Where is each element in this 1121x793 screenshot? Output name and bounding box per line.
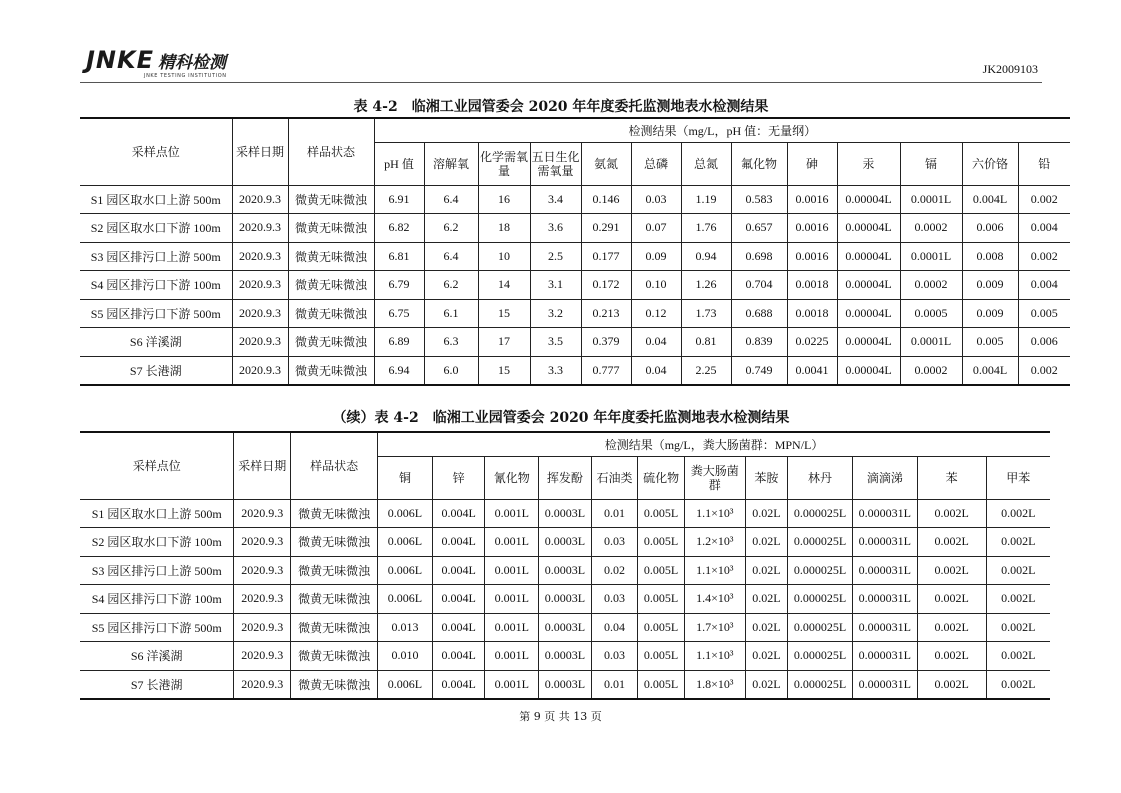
value-cell: 0.0003L — [539, 556, 592, 585]
value-cell: 0.02L — [745, 556, 788, 585]
value-cell: 0.002L — [917, 528, 986, 557]
value-cell: 0.0018 — [787, 271, 837, 300]
value-cell: 0.004L — [432, 670, 485, 699]
value-cell: 0.000031L — [852, 528, 917, 557]
value-cell: 6.1 — [424, 299, 478, 328]
value-cell: 1.1×10³ — [684, 556, 745, 585]
value-cell: 0.04 — [631, 356, 681, 385]
value-cell: 0.002L — [917, 642, 986, 671]
table-row — [80, 556, 1050, 585]
value-cell: 0.03 — [591, 642, 638, 671]
param-header: 石油类 — [591, 456, 638, 499]
value-cell: 0.000031L — [852, 556, 917, 585]
state-cell: 微黄无味微浊 — [291, 585, 378, 614]
value-cell: 0.02L — [745, 670, 788, 699]
value-cell: 6.2 — [424, 214, 478, 243]
value-cell: 0.12 — [631, 299, 681, 328]
value-cell: 0.004 — [1018, 214, 1070, 243]
param-header: pH 值 — [374, 142, 424, 185]
state-cell: 微黄无味微浊 — [288, 214, 374, 243]
value-cell: 0.00004L — [837, 242, 900, 271]
value-cell: 0.002L — [986, 556, 1050, 585]
value-cell: 0.777 — [581, 356, 631, 385]
header-results-group: 检测结果（mg/L，粪大肠菌群：MPN/L） — [378, 432, 1050, 456]
value-cell: 0.005L — [638, 642, 685, 671]
value-cell: 0.000025L — [788, 556, 853, 585]
value-cell: 0.008 — [962, 242, 1018, 271]
param-header: 铜 — [378, 456, 433, 499]
param-header: 硫化物 — [638, 456, 685, 499]
value-cell: 0.0002 — [900, 356, 962, 385]
value-cell: 0.005L — [638, 556, 685, 585]
value-cell: 0.01 — [591, 499, 638, 528]
value-cell: 0.006 — [1018, 328, 1070, 357]
value-cell: 6.89 — [374, 328, 424, 357]
value-cell: 0.0005 — [900, 299, 962, 328]
value-cell: 0.000031L — [852, 585, 917, 614]
header-results-group: 检测结果（mg/L，pH 值：无量纲） — [374, 118, 1070, 142]
value-cell: 0.004 — [1018, 271, 1070, 300]
value-cell: 1.73 — [681, 299, 731, 328]
state-cell: 微黄无味微浊 — [291, 556, 378, 585]
value-cell: 0.0003L — [539, 670, 592, 699]
value-cell: 3.6 — [530, 214, 581, 243]
param-header: 六价铬 — [962, 142, 1018, 185]
value-cell: 0.0016 — [787, 242, 837, 271]
site-cell: S6 洋溪湖 — [80, 328, 232, 357]
value-cell: 0.001L — [485, 499, 539, 528]
date-cell: 2020.9.3 — [232, 299, 288, 328]
page-number: 第 9 页 共 13 页 — [519, 710, 602, 723]
value-cell: 0.0003L — [539, 528, 592, 557]
value-cell: 0.005L — [638, 528, 685, 557]
value-cell: 10 — [478, 242, 530, 271]
value-cell: 0.02 — [591, 556, 638, 585]
value-cell: 0.02L — [745, 642, 788, 671]
value-cell: 0.013 — [378, 613, 433, 642]
value-cell: 0.000025L — [788, 642, 853, 671]
value-cell: 0.006 — [962, 214, 1018, 243]
state-cell: 微黄无味微浊 — [288, 271, 374, 300]
value-cell: 1.2×10³ — [684, 528, 745, 557]
header-date: 采样日期 — [232, 118, 288, 185]
value-cell: 0.177 — [581, 242, 631, 271]
value-cell: 0.146 — [581, 185, 631, 214]
value-cell: 0.004L — [432, 556, 485, 585]
value-cell: 0.002 — [1018, 185, 1070, 214]
value-cell: 0.00004L — [837, 271, 900, 300]
value-cell: 6.75 — [374, 299, 424, 328]
value-cell: 0.004L — [962, 356, 1018, 385]
value-cell: 0.004L — [432, 499, 485, 528]
date-cell: 2020.9.3 — [234, 613, 291, 642]
site-cell: S4 园区排污口下游 100m — [80, 271, 232, 300]
param-header: 苯胺 — [745, 456, 788, 499]
value-cell: 0.213 — [581, 299, 631, 328]
value-cell: 0.0003L — [539, 642, 592, 671]
value-cell: 0.004L — [432, 528, 485, 557]
table-row — [80, 299, 1070, 328]
header-site: 采样点位 — [80, 118, 232, 185]
value-cell: 0.291 — [581, 214, 631, 243]
value-cell: 0.0001L — [900, 185, 962, 214]
value-cell: 0.002L — [986, 585, 1050, 614]
value-cell: 0.001L — [485, 556, 539, 585]
value-cell: 0.002L — [917, 613, 986, 642]
value-cell: 0.0018 — [787, 299, 837, 328]
header-state: 样品状态 — [291, 432, 378, 499]
param-header: 粪大肠菌群 — [684, 456, 745, 499]
value-cell: 0.000031L — [852, 499, 917, 528]
table-row — [80, 356, 1070, 385]
value-cell: 6.0 — [424, 356, 478, 385]
date-cell: 2020.9.3 — [234, 670, 291, 699]
date-cell: 2020.9.3 — [232, 214, 288, 243]
logo-wordmark: JNKE — [86, 46, 155, 74]
value-cell: 0.009 — [962, 299, 1018, 328]
param-header: 锌 — [432, 456, 485, 499]
value-cell: 0.02L — [745, 585, 788, 614]
value-cell: 0.00004L — [837, 299, 900, 328]
date-cell: 2020.9.3 — [234, 528, 291, 557]
value-cell: 0.000025L — [788, 613, 853, 642]
value-cell: 0.004L — [962, 185, 1018, 214]
document-number: JK2009103 — [982, 62, 1038, 76]
header-divider — [80, 82, 1042, 83]
param-header: 氰化物 — [485, 456, 539, 499]
value-cell: 6.3 — [424, 328, 478, 357]
value-cell: 6.4 — [424, 242, 478, 271]
surface-water-results-table-continued — [80, 431, 1050, 700]
value-cell: 0.657 — [731, 214, 787, 243]
value-cell: 0.001L — [485, 642, 539, 671]
value-cell: 0.839 — [731, 328, 787, 357]
param-header: 甲苯 — [986, 456, 1050, 499]
value-cell: 0.005 — [1018, 299, 1070, 328]
value-cell: 0.004L — [432, 585, 485, 614]
param-header: 总氮 — [681, 142, 731, 185]
table-row — [80, 613, 1050, 642]
value-cell: 0.698 — [731, 242, 787, 271]
param-header: 溶解氧 — [424, 142, 478, 185]
value-cell: 1.19 — [681, 185, 731, 214]
table-row — [80, 670, 1050, 699]
param-header: 镉 — [900, 142, 962, 185]
value-cell: 0.583 — [731, 185, 787, 214]
site-cell: S5 园区排污口下游 500m — [80, 613, 234, 642]
param-header: 氨氮 — [581, 142, 631, 185]
value-cell: 0.005L — [638, 585, 685, 614]
table-row — [80, 242, 1070, 271]
date-cell: 2020.9.3 — [232, 328, 288, 357]
value-cell: 0.0041 — [787, 356, 837, 385]
state-cell: 微黄无味微浊 — [288, 242, 374, 271]
value-cell: 0.02L — [745, 499, 788, 528]
value-cell: 0.002L — [986, 613, 1050, 642]
state-cell: 微黄无味微浊 — [291, 670, 378, 699]
value-cell: 0.03 — [591, 528, 638, 557]
state-cell: 微黄无味微浊 — [288, 328, 374, 357]
table-row — [80, 328, 1070, 357]
value-cell: 0.379 — [581, 328, 631, 357]
state-cell: 微黄无味微浊 — [291, 528, 378, 557]
site-cell: S3 园区排污口上游 500m — [80, 242, 232, 271]
value-cell: 0.0002 — [900, 214, 962, 243]
value-cell: 0.005L — [638, 499, 685, 528]
value-cell: 0.002L — [917, 670, 986, 699]
value-cell: 0.001L — [485, 528, 539, 557]
value-cell: 0.0002 — [900, 271, 962, 300]
company-logo — [86, 48, 246, 78]
value-cell: 0.000025L — [788, 499, 853, 528]
value-cell: 0.001L — [485, 613, 539, 642]
table-row — [80, 642, 1050, 671]
value-cell: 0.000031L — [852, 670, 917, 699]
state-cell: 微黄无味微浊 — [288, 299, 374, 328]
value-cell: 0.00004L — [837, 356, 900, 385]
value-cell: 0.00004L — [837, 185, 900, 214]
value-cell: 0.0016 — [787, 214, 837, 243]
value-cell: 0.81 — [681, 328, 731, 357]
value-cell: 6.82 — [374, 214, 424, 243]
value-cell: 0.002 — [1018, 242, 1070, 271]
value-cell: 3.5 — [530, 328, 581, 357]
value-cell: 0.00004L — [837, 328, 900, 357]
date-cell: 2020.9.3 — [234, 499, 291, 528]
value-cell: 0.004L — [432, 613, 485, 642]
logo-subtitle: JNKE TESTING INSTITUTION — [144, 73, 227, 79]
site-cell: S3 园区排污口上游 500m — [80, 556, 234, 585]
value-cell: 6.91 — [374, 185, 424, 214]
value-cell: 0.10 — [631, 271, 681, 300]
value-cell: 0.000025L — [788, 585, 853, 614]
logo-chinese-name: 精科检测 — [158, 53, 227, 73]
value-cell: 0.006L — [378, 670, 433, 699]
value-cell: 0.010 — [378, 642, 433, 671]
site-cell: S7 长港湖 — [80, 670, 234, 699]
value-cell: 0.002 — [1018, 356, 1070, 385]
site-cell: S7 长港湖 — [80, 356, 232, 385]
value-cell: 0.02L — [745, 613, 788, 642]
value-cell: 0.006L — [378, 556, 433, 585]
value-cell: 0.688 — [731, 299, 787, 328]
value-cell: 0.001L — [485, 670, 539, 699]
value-cell: 0.001L — [485, 585, 539, 614]
value-cell: 6.4 — [424, 185, 478, 214]
value-cell: 0.000025L — [788, 670, 853, 699]
state-cell: 微黄无味微浊 — [288, 185, 374, 214]
value-cell: 2.5 — [530, 242, 581, 271]
date-cell: 2020.9.3 — [234, 556, 291, 585]
param-header: 汞 — [837, 142, 900, 185]
param-header: 滴滴涕 — [852, 456, 917, 499]
value-cell: 3.2 — [530, 299, 581, 328]
value-cell: 0.005L — [638, 670, 685, 699]
value-cell: 0.006L — [378, 528, 433, 557]
value-cell: 0.005L — [638, 613, 685, 642]
site-cell: S4 园区排污口下游 100m — [80, 585, 234, 614]
value-cell: 0.000031L — [852, 613, 917, 642]
param-header: 总磷 — [631, 142, 681, 185]
site-cell: S5 园区排污口下游 500m — [80, 299, 232, 328]
value-cell: 0.002L — [986, 642, 1050, 671]
param-header: 铅 — [1018, 142, 1070, 185]
param-header: 化学需氧量 — [478, 142, 530, 185]
table-row — [80, 271, 1070, 300]
value-cell: 14 — [478, 271, 530, 300]
value-cell: 15 — [478, 299, 530, 328]
value-cell: 0.002L — [917, 585, 986, 614]
value-cell: 6.81 — [374, 242, 424, 271]
site-cell: S1 园区取水口上游 500m — [80, 499, 234, 528]
value-cell: 6.94 — [374, 356, 424, 385]
header-site: 采样点位 — [80, 432, 234, 499]
value-cell: 0.000025L — [788, 528, 853, 557]
value-cell: 0.002L — [986, 499, 1050, 528]
value-cell: 3.3 — [530, 356, 581, 385]
value-cell: 0.0003L — [539, 613, 592, 642]
state-cell: 微黄无味微浊 — [291, 613, 378, 642]
value-cell: 2.25 — [681, 356, 731, 385]
value-cell: 0.002L — [986, 670, 1050, 699]
value-cell: 0.0003L — [539, 585, 592, 614]
date-cell: 2020.9.3 — [234, 642, 291, 671]
value-cell: 1.7×10³ — [684, 613, 745, 642]
value-cell: 1.1×10³ — [684, 499, 745, 528]
value-cell: 18 — [478, 214, 530, 243]
date-cell: 2020.9.3 — [234, 585, 291, 614]
value-cell: 0.005 — [962, 328, 1018, 357]
value-cell: 0.04 — [631, 328, 681, 357]
value-cell: 17 — [478, 328, 530, 357]
value-cell: 1.76 — [681, 214, 731, 243]
value-cell: 0.006L — [378, 585, 433, 614]
value-cell: 15 — [478, 356, 530, 385]
site-cell: S2 园区取水口下游 100m — [80, 528, 234, 557]
value-cell: 0.172 — [581, 271, 631, 300]
value-cell: 0.04 — [591, 613, 638, 642]
site-cell: S2 园区取水口下游 100m — [80, 214, 232, 243]
table-row — [80, 185, 1070, 214]
value-cell: 16 — [478, 185, 530, 214]
value-cell: 6.79 — [374, 271, 424, 300]
value-cell: 0.002L — [917, 556, 986, 585]
value-cell: 0.0003L — [539, 499, 592, 528]
value-cell: 1.1×10³ — [684, 642, 745, 671]
param-header: 砷 — [787, 142, 837, 185]
value-cell: 0.004L — [432, 642, 485, 671]
value-cell: 0.0016 — [787, 185, 837, 214]
value-cell: 0.94 — [681, 242, 731, 271]
table1-caption: 表 4-2 临湘工业园管委会 2020 年年度委托监测地表水检测结果 — [353, 99, 769, 115]
param-header: 五日生化需氧量 — [530, 142, 581, 185]
table-row — [80, 499, 1050, 528]
date-cell: 2020.9.3 — [232, 242, 288, 271]
value-cell: 6.2 — [424, 271, 478, 300]
value-cell: 0.000031L — [852, 642, 917, 671]
state-cell: 微黄无味微浊 — [291, 642, 378, 671]
state-cell: 微黄无味微浊 — [288, 356, 374, 385]
value-cell: 0.002L — [986, 528, 1050, 557]
site-cell: S1 园区取水口上游 500m — [80, 185, 232, 214]
date-cell: 2020.9.3 — [232, 356, 288, 385]
param-header: 林丹 — [788, 456, 853, 499]
date-cell: 2020.9.3 — [232, 271, 288, 300]
value-cell: 3.4 — [530, 185, 581, 214]
table-row — [80, 585, 1050, 614]
value-cell: 0.03 — [591, 585, 638, 614]
value-cell: 0.00004L — [837, 214, 900, 243]
value-cell: 0.0001L — [900, 328, 962, 357]
value-cell: 0.03 — [631, 185, 681, 214]
value-cell: 0.07 — [631, 214, 681, 243]
header-date: 采样日期 — [234, 432, 291, 499]
value-cell: 0.0001L — [900, 242, 962, 271]
param-header: 挥发酚 — [539, 456, 592, 499]
value-cell: 0.02L — [745, 528, 788, 557]
site-cell: S6 洋溪湖 — [80, 642, 234, 671]
value-cell: 1.26 — [681, 271, 731, 300]
surface-water-results-table — [80, 117, 1070, 386]
state-cell: 微黄无味微浊 — [291, 499, 378, 528]
value-cell: 0.006L — [378, 499, 433, 528]
header-state: 样品状态 — [288, 118, 374, 185]
value-cell: 0.0225 — [787, 328, 837, 357]
value-cell: 0.09 — [631, 242, 681, 271]
value-cell: 1.8×10³ — [684, 670, 745, 699]
value-cell: 1.4×10³ — [684, 585, 745, 614]
value-cell: 0.002L — [917, 499, 986, 528]
table-row — [80, 214, 1070, 243]
date-cell: 2020.9.3 — [232, 185, 288, 214]
value-cell: 0.01 — [591, 670, 638, 699]
table-row — [80, 528, 1050, 557]
param-header: 苯 — [917, 456, 986, 499]
value-cell: 3.1 — [530, 271, 581, 300]
value-cell: 0.704 — [731, 271, 787, 300]
value-cell: 0.009 — [962, 271, 1018, 300]
value-cell: 0.749 — [731, 356, 787, 385]
table2-caption: （续）表 4-2 临湘工业园管委会 2020 年年度委托监测地表水检测结果 — [332, 410, 790, 426]
param-header: 氟化物 — [731, 142, 787, 185]
